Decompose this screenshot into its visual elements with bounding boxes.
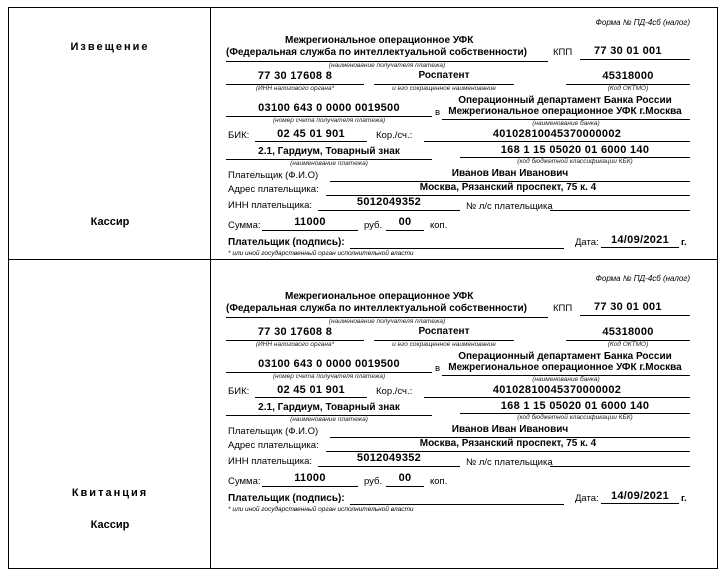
korr-underline: [424, 141, 690, 142]
sum-rub-underline: [262, 486, 358, 487]
oktmo-value[interactable]: 45318000: [602, 326, 654, 338]
bank-caption: (наименование банка): [532, 376, 600, 383]
ls-underline: [550, 210, 690, 211]
ls-label: № л/с плательщика: [466, 457, 553, 468]
short-name-caption: и его сокращенное наименование: [392, 341, 496, 348]
korr-value[interactable]: 40102810045370000002: [492, 384, 622, 396]
oktmo-caption: (Код ОКТМО): [607, 341, 649, 348]
signature-label: Плательщик (подпись):: [228, 237, 345, 248]
kop-label: коп.: [430, 476, 448, 487]
bik-label: БИК:: [228, 130, 250, 141]
date-label: Дата:: [575, 237, 599, 248]
inn-value[interactable]: 77 30 17608 8: [257, 70, 333, 82]
date-label: Дата:: [575, 493, 599, 504]
date-suffix: г.: [681, 237, 687, 248]
ls-label: № л/с плательщика: [466, 201, 553, 212]
date-underline: [601, 503, 679, 504]
sum-rub-underline: [262, 230, 358, 231]
payer-label: Плательщик (Ф.И.О): [228, 170, 319, 181]
kbk-value[interactable]: 168 1 15 05020 01 6000 140: [500, 144, 650, 156]
form-name: Форма № ПД-4сб (налог): [595, 18, 690, 27]
inn-caption: (ИНН налогового органа*: [255, 85, 335, 92]
address-value[interactable]: Москва, Рязанский проспект, 75 к. 4: [419, 438, 597, 449]
bank-caption: (наименование банка): [532, 120, 600, 127]
in-label: в: [435, 107, 441, 118]
side-cashier: Кассир: [90, 216, 130, 228]
payee-line1: Межрегиональное операционное УФК: [285, 35, 474, 46]
korr-underline: [424, 397, 690, 398]
kop-label: коп.: [430, 220, 448, 231]
signature-label: Плательщик (подпись):: [228, 493, 345, 504]
payee-line2: (Федеральная служба по интеллектуальной собственности): [226, 303, 527, 314]
rub-label: руб.: [364, 476, 383, 487]
date-value[interactable]: 14/09/2021: [610, 490, 670, 502]
footnote: * или иной государственный орган исполнительной власти: [228, 506, 414, 513]
in-label: в: [435, 363, 441, 374]
sum-kop-underline: [386, 230, 424, 231]
bik-value[interactable]: 02 45 01 901: [277, 384, 345, 396]
kpp-value[interactable]: 77 30 01 001: [594, 301, 662, 313]
payment-name-value[interactable]: 2.1, Гардиум, Товарный знак: [258, 146, 400, 157]
oktmo-caption: (Код ОКТМО): [607, 85, 649, 92]
kbk-caption: (код бюджетной классификации КБК): [517, 414, 633, 421]
account-value[interactable]: 03100 643 0 0000 0019500: [258, 102, 400, 114]
footnote: * или иной государственный орган исполнительной власти: [228, 250, 414, 257]
kbk-caption: (код бюджетной классификации КБК): [517, 158, 633, 165]
side-column-divider: [210, 7, 211, 569]
payer-inn-label: ИНН плательщика:: [228, 456, 313, 467]
payer-value[interactable]: Иванов Иван Иванович: [451, 168, 569, 179]
sum-rub-value[interactable]: 11000: [294, 216, 326, 228]
bank-line2[interactable]: Межрегиональное операционное УФК г.Москва: [448, 106, 682, 117]
payer-inn-value[interactable]: 5012049352: [356, 196, 422, 208]
payee-line2: (Федеральная служба по интеллектуальной собственности): [226, 47, 527, 58]
kpp-label: КПП: [553, 47, 573, 58]
bik-underline: [255, 141, 367, 142]
payment-name-caption: (наименование платежа): [290, 416, 368, 423]
date-suffix: г.: [681, 493, 687, 504]
payer-inn-underline: [318, 210, 460, 211]
bik-label: БИК:: [228, 386, 250, 397]
korr-label: Кор./сч.:: [376, 130, 413, 141]
payer-value[interactable]: Иванов Иван Иванович: [451, 424, 569, 435]
short-name-caption: и его сокращенное наименование: [392, 85, 496, 92]
sum-kop-value[interactable]: 00: [398, 472, 412, 484]
payer-inn-value[interactable]: 5012049352: [356, 452, 422, 464]
short-name-value[interactable]: Роспатент: [418, 70, 470, 81]
side-title: Квитанция: [71, 487, 149, 499]
kpp-underline: [580, 315, 690, 316]
side-cashier: Кассир: [90, 519, 130, 531]
korr-value[interactable]: 40102810045370000002: [492, 128, 622, 140]
date-underline: [601, 247, 679, 248]
account-caption: (номер счета получателя платежа): [272, 373, 386, 380]
sum-kop-underline: [386, 486, 424, 487]
payment-name-value[interactable]: 2.1, Гардиум, Товарный знак: [258, 402, 400, 413]
payee-line1: Межрегиональное операционное УФК: [285, 291, 474, 302]
inn-value[interactable]: 77 30 17608 8: [257, 326, 333, 338]
sum-label: Сумма:: [228, 476, 261, 487]
rub-label: руб.: [364, 220, 383, 231]
payer-inn-label: ИНН плательщика:: [228, 200, 313, 211]
address-label: Адрес плательщика:: [228, 440, 319, 451]
bik-value[interactable]: 02 45 01 901: [277, 128, 345, 140]
account-value[interactable]: 03100 643 0 0000 0019500: [258, 358, 400, 370]
bank-line1[interactable]: Операционный департамент Банка России: [458, 95, 672, 106]
kpp-underline: [580, 59, 690, 60]
bank-line2[interactable]: Межрегиональное операционное УФК г.Москва: [448, 362, 682, 373]
payee-caption: (наименование получателя платежа): [328, 62, 446, 69]
kpp-value[interactable]: 77 30 01 001: [594, 45, 662, 57]
payer-label: Плательщик (Ф.И.О): [228, 426, 319, 437]
short-name-value[interactable]: Роспатент: [418, 326, 470, 337]
side-title: Извещение: [70, 41, 150, 53]
inn-caption: (ИНН налогового органа*: [255, 341, 335, 348]
sum-rub-value[interactable]: 11000: [294, 472, 326, 484]
address-value[interactable]: Москва, Рязанский проспект, 75 к. 4: [419, 182, 597, 193]
address-label: Адрес плательщика:: [228, 184, 319, 195]
payee-caption: (наименование получателя платежа): [328, 318, 446, 325]
kbk-value[interactable]: 168 1 15 05020 01 6000 140: [500, 400, 650, 412]
payment-name-caption: (наименование платежа): [290, 160, 368, 167]
oktmo-value[interactable]: 45318000: [602, 70, 654, 82]
date-value[interactable]: 14/09/2021: [610, 234, 670, 246]
ls-underline: [550, 466, 690, 467]
form-name: Форма № ПД-4сб (налог): [595, 274, 690, 283]
sum-kop-value[interactable]: 00: [398, 216, 412, 228]
payer-inn-underline: [318, 466, 460, 467]
bik-underline: [255, 397, 367, 398]
kpp-label: КПП: [553, 303, 573, 314]
sum-label: Сумма:: [228, 220, 261, 231]
bank-line1[interactable]: Операционный департамент Банка России: [458, 351, 672, 362]
account-caption: (номер счета получателя платежа): [272, 117, 386, 124]
korr-label: Кор./сч.:: [376, 386, 413, 397]
